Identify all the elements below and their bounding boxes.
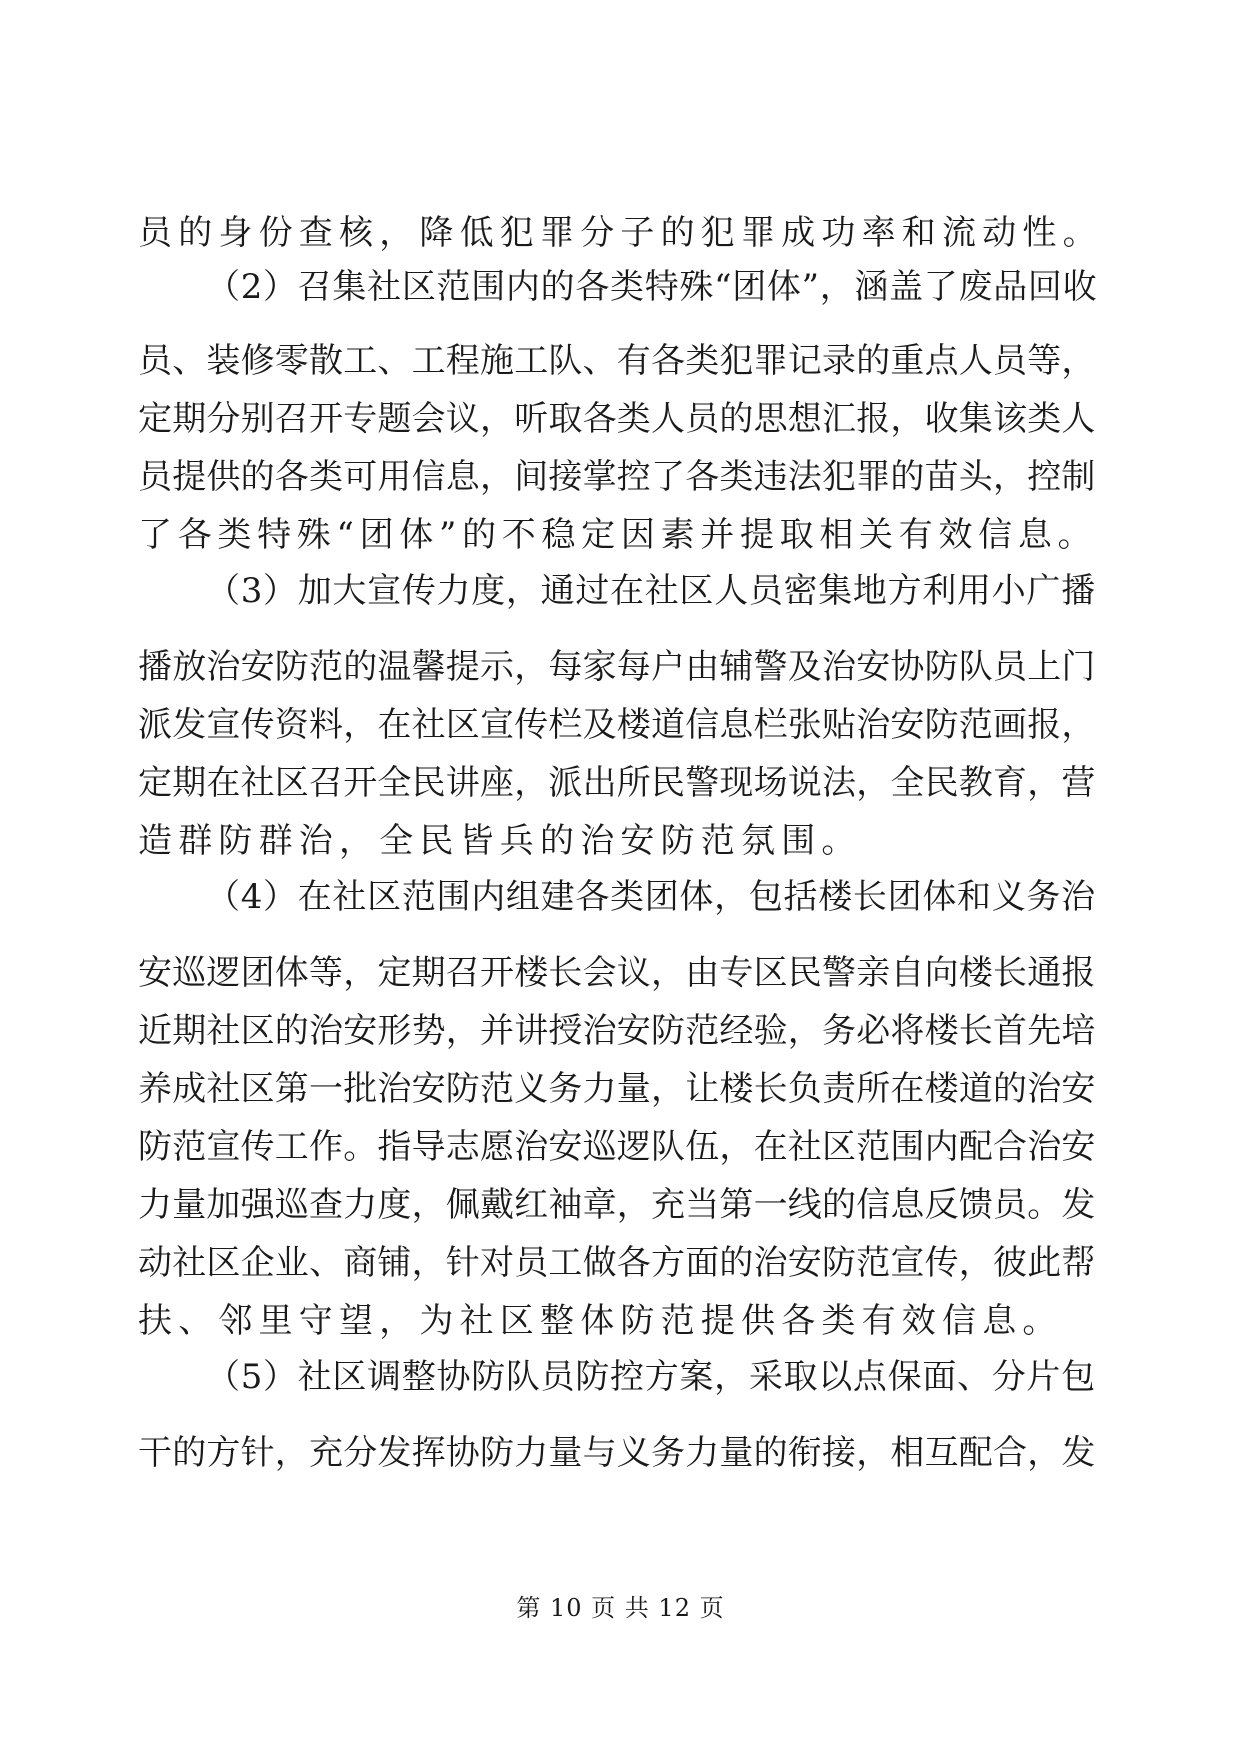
paragraph-3-first-line: （3）加大宣传力度，通过在社区人员密集地方利用小广播 <box>206 571 1096 611</box>
body-line: 近期社区的治安形势，并讲授治安防范经验，务必将楼长首先培 <box>138 1011 1096 1051</box>
body-line: 派发宣传资料，在社区宣传栏及楼道信息栏张贴治安防范画报， <box>138 705 1096 745</box>
body-line: 定期分别召开专题会议，听取各类人员的思想汇报，收集该类人 <box>138 399 1096 439</box>
paragraph-5-first-line: （5）社区调整协防队员防控方案，采取以点保面、分片包 <box>206 1357 1096 1397</box>
body-line: 播放治安防范的温馨提示，每家每户由辅警及治安协防队员上门 <box>138 647 1096 687</box>
body-line: 造群防群治，全民皆兵的治安防范氛围。 <box>138 821 862 861</box>
body-line: 防范宣传工作。指导志愿治安巡逻队伍，在社区范围内配合治安 <box>138 1127 1096 1167</box>
body-line: 员提供的各类可用信息，间接掌控了各类违法犯罪的苗头，控制 <box>138 457 1096 497</box>
page-number-footer: 第 10 页 共 12 页 <box>516 1594 725 1622</box>
body-line: 员的身份查核，降低犯罪分子的犯罪成功率和流动性。 <box>138 213 1103 253</box>
paragraph-2-first-line: （2）召集社区范围内的各类特殊“团体”，涵盖了废品回收 <box>206 267 1098 307</box>
paragraph-4-first-line: （4）在社区范围内组建各类团体，包括楼长团体和义务治 <box>206 877 1096 917</box>
body-line: 员、装修零散工、工程施工队、有各类犯罪记录的重点人员等， <box>138 341 1096 381</box>
body-line: 扶、邻里守望，为社区整体防范提供各类有效信息。 <box>138 1301 1063 1341</box>
body-line: 养成社区第一批治安防范义务力量，让楼长负责所在楼道的治安 <box>138 1069 1096 1109</box>
body-line: 定期在社区召开全民讲座，派出所民警现场说法，全民教育，营 <box>138 763 1096 803</box>
body-line: 安巡逻团体等，定期召开楼长会议，由专区民警亲自向楼长通报 <box>138 953 1096 993</box>
body-line: 干的方针，充分发挥协防力量与义务力量的衔接，相互配合，发 <box>138 1433 1096 1473</box>
body-line: 动社区企业、商铺，针对员工做各方面的治安防范宣传，彼此帮 <box>138 1243 1096 1283</box>
body-line: 了各类特殊“团体”的不稳定因素并提取相关有效信息。 <box>138 515 1098 555</box>
body-line: 力量加强巡查力度，佩戴红袖章，充当第一线的信息反馈员。发 <box>138 1185 1096 1225</box>
